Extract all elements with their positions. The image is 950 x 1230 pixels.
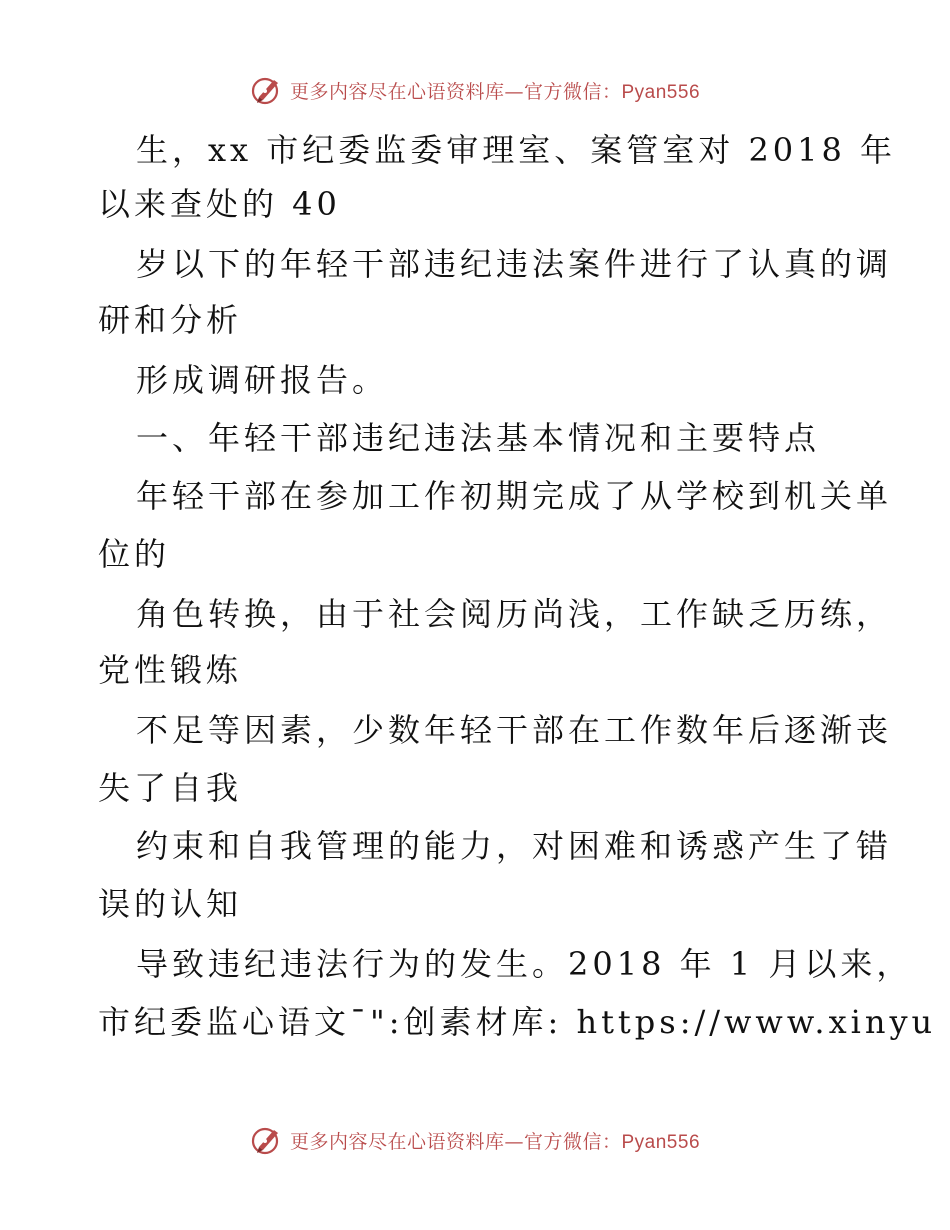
watermark-label: 更多内容尽在心语资料库—官方微信： (289, 80, 622, 103)
watermark-text (290, 1127, 700, 1154)
paragraph-line: 失了自我 (98, 769, 243, 807)
watermark-handle: Pyan556 (621, 1131, 701, 1153)
pen-logo-icon (250, 1123, 284, 1157)
paragraph-line: 年轻干部在参加工作初期完成了从学校到机关单 (136, 477, 893, 515)
watermark-header (0, 70, 950, 110)
pen-logo-icon (250, 73, 284, 107)
watermark-text (290, 77, 700, 104)
paragraph-line: 党性锻炼 (98, 651, 243, 689)
paragraph-line: 研和分析 (98, 301, 243, 339)
paragraph-line: 位的 (98, 535, 171, 573)
paragraph-line: 导致违纪违法行为的发生。2018 年 1 月以来， (136, 945, 913, 983)
paragraph-line: 生，xx 市纪委监委审理室、案管室对 2018 年 (136, 131, 897, 169)
section-heading: 一、年轻干部违纪违法基本情况和主要特点 (136, 419, 821, 457)
watermark-handle: Pyan556 (621, 81, 701, 103)
paragraph-line: 不足等因素，少数年轻干部在工作数年后逐渐丧 (136, 711, 893, 749)
watermark-label: 更多内容尽在心语资料库—官方微信： (289, 1130, 622, 1153)
paragraph-line: 形成调研报告。 (136, 361, 389, 399)
paragraph-line: 误的认知 (98, 885, 243, 923)
watermark-footer (0, 1120, 950, 1160)
paragraph-line: 角色转换，由于社会阅历尚浅，工作缺乏历练， (136, 595, 893, 633)
paragraph-line: 岁以下的年轻干部违纪违法案件进行了认真的调 (136, 245, 893, 283)
paragraph-line: 市纪委监心语文¯":创素材库: https://www.xinyu (98, 1003, 937, 1041)
paragraph-line: 以来查处的 40 (98, 185, 341, 223)
paragraph-line: 约束和自我管理的能力，对困难和诱惑产生了错 (136, 827, 893, 865)
